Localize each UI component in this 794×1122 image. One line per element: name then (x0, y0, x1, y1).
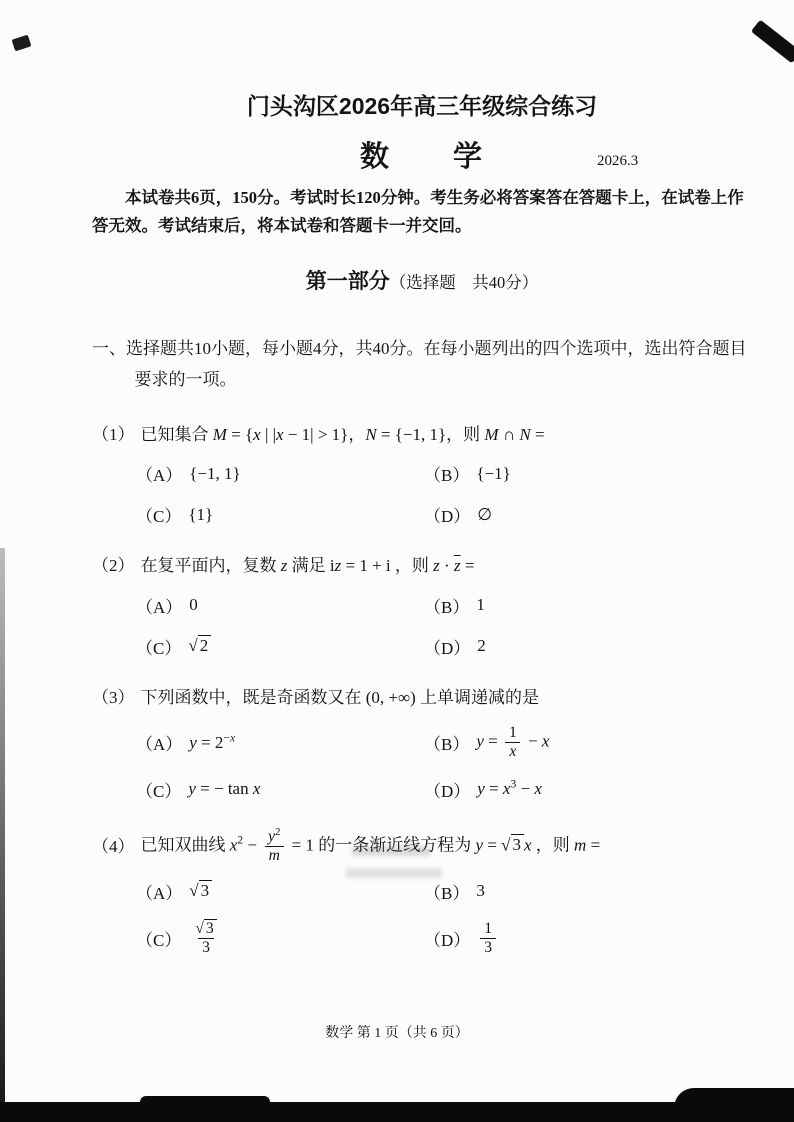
option-label: （B） (424, 883, 470, 903)
option-D (424, 777, 752, 802)
option-C (136, 502, 424, 527)
option-label: （C） (136, 638, 182, 658)
option-label: （D） (424, 781, 471, 801)
scan-artifact-top-left (12, 35, 32, 52)
option-content: 2 (477, 636, 486, 656)
option-label: （B） (424, 597, 470, 617)
option-B (424, 879, 752, 904)
option-label: （C） (136, 930, 182, 950)
option-content: y = $\frac{1}{x}$ − x (476, 724, 550, 760)
question-1-options (136, 461, 752, 527)
option-label: （D） (424, 507, 471, 527)
option-A (136, 730, 424, 755)
exam-date: 2026.3 (597, 152, 639, 169)
option-label: （A） (136, 883, 183, 903)
question-number: （2） (92, 556, 135, 576)
question-1-stem (92, 422, 752, 448)
question-1 (92, 422, 752, 528)
option-content: 1 (476, 595, 485, 615)
question-3-stem (92, 685, 752, 711)
question-2-stem (92, 553, 752, 579)
part1-heading-bold: 第一部分 (305, 269, 390, 293)
option-content: $\frac{1}{3}$ (477, 920, 499, 957)
option-C (136, 634, 424, 659)
question-number: （4） (92, 836, 135, 856)
option-content: √ 3 (189, 881, 212, 901)
option-content: y = − tan x (188, 779, 261, 799)
question-2 (92, 553, 752, 659)
question-text: 已知双曲线 $x^2$ − $\frac{y^2}{m}$ = 1 的一条渐近线方程为 y = √ 3 x ，则 m = (140, 826, 601, 864)
scan-artifact-top-right (751, 20, 794, 64)
option-label: （B） (424, 735, 470, 754)
option-content: {−1, 1} (189, 463, 241, 483)
section1-intro: 一、选择题共10小题，每小题4分，共40分。在每小题列出的四个选项中，选出符合题目要求的一项。 (92, 338, 747, 390)
question-3 (92, 685, 752, 802)
option-C (136, 777, 424, 802)
option-content: {−1} (476, 463, 511, 483)
option-label: （A） (136, 597, 183, 617)
part1-heading (92, 265, 752, 295)
option-B (424, 593, 752, 618)
option-label: （D） (424, 638, 471, 658)
question-number: （3） (92, 687, 135, 707)
question-text: 在复平面内，复数 z 满足 iz = 1 + i ，则 $z \cdot \overline{z}$ = (140, 556, 475, 576)
option-label: （D） (424, 930, 471, 950)
question-4-stem (92, 828, 752, 865)
scan-artifact-bottom-right (674, 1088, 794, 1122)
question-text: 下列函数中，既是奇函数又在 (0, +∞) 上单调递减的是 (140, 687, 540, 707)
option-D (424, 920, 752, 957)
option-label: （B） (424, 466, 470, 486)
option-A (136, 879, 424, 904)
exam-title: 门头沟区2026年高三年级综合练习 (246, 93, 598, 119)
option-B (424, 461, 752, 486)
option-content: ∅ (477, 504, 493, 524)
option-content: $y = x^3 - x$ (477, 777, 542, 799)
subject-row (92, 134, 752, 174)
question-2-options (136, 593, 752, 659)
option-content: √ 2 (188, 636, 211, 656)
question-number: （1） (92, 424, 135, 444)
option-content: 3 (476, 881, 485, 901)
option-label: （A） (136, 735, 183, 754)
question-3-options (136, 724, 752, 802)
option-D (424, 634, 752, 659)
option-D (424, 502, 752, 527)
option-C (136, 920, 424, 957)
scan-artifact-left-edge (0, 548, 5, 1122)
option-content: {1} (188, 504, 214, 524)
option-A (136, 461, 424, 486)
option-content: 0 (189, 595, 198, 615)
scan-artifact-bottom-bump (140, 1096, 270, 1106)
question-text: 已知集合 M = {x | |x − 1| > 1}，N = {−1, 1}，则 M ∩ N = (140, 424, 545, 444)
option-label: （C） (136, 781, 182, 801)
question-4 (92, 828, 752, 957)
option-label: （C） (136, 507, 182, 527)
option-content: $y = 2^{-x}$ (189, 730, 236, 752)
option-content: $\frac{√ 3}{3}$ (188, 920, 223, 957)
page-content (92, 92, 752, 957)
exam-instructions: 本试卷共6页，150分。考试时长120分钟。考生务必将答案答在答题卡上，在试卷上作答无效。考试结束后，将本试卷和答题卡一并交回。 (92, 187, 744, 236)
subject-name: 数 学 (359, 140, 484, 173)
question-4-options (136, 879, 752, 957)
option-B (424, 724, 752, 761)
page-footer: 数学 第 1 页（共 6 页） (325, 1026, 469, 1041)
part1-heading-note: （选择题 共40分） (389, 272, 539, 292)
option-label: （A） (136, 466, 183, 486)
option-A (136, 593, 424, 618)
